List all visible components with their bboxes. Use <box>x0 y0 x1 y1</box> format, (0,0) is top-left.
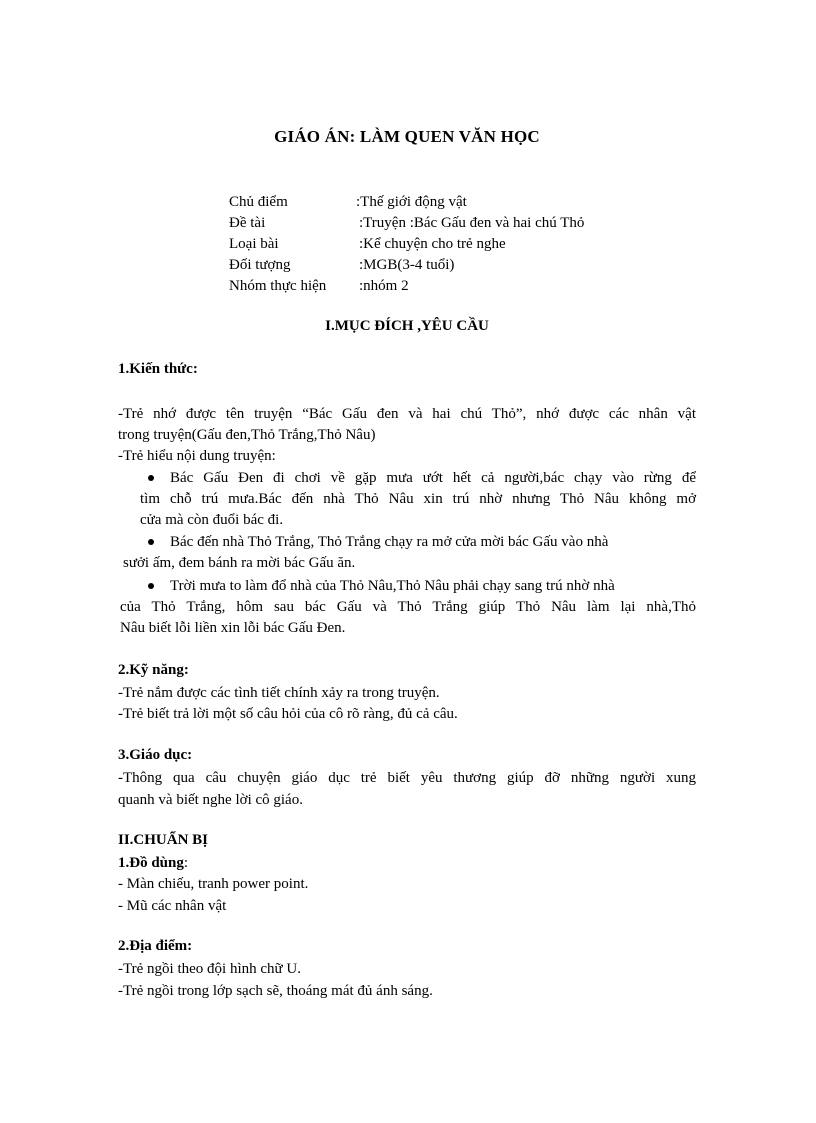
paragraph-line: -Trẻ nhớ được tên truyện “Bác Gấu đen và hai chú Thỏ”, nhớ được các nhân vật <box>118 406 696 422</box>
paragraph-line: -Trẻ ngồi trong lớp sạch sẽ, thoáng mát đủ ánh sáng. <box>118 983 433 999</box>
info-row-lesson-type <box>229 234 649 255</box>
paragraph-line: trong truyện(Gấu đen,Thỏ Trắng,Thỏ Nâu) <box>118 427 376 443</box>
subheading-education: 3.Giáo dục: <box>118 747 193 763</box>
subheading-equipment-row <box>118 853 696 874</box>
paragraph-line: -Thông qua câu chuyện giáo dục trẻ biết yêu thương giúp đỡ những người xung <box>118 770 696 786</box>
info-label: Nhóm thực hiện <box>229 278 327 294</box>
paragraph-line: - Mũ các nhân vật <box>118 898 227 914</box>
subheading-equipment: 1.Đồ dùng <box>118 855 184 871</box>
info-row-audience <box>229 255 649 276</box>
paragraph-line: -Trẻ nắm được các tình tiết chính xảy ra trong truyện. <box>118 685 440 701</box>
subheading-location: 2.Địa điểm: <box>118 938 193 954</box>
subheading-skills: 2.Kỹ năng: <box>118 662 189 678</box>
info-value: :Truyện :Bác Gấu đen và hai chú Thỏ <box>359 215 585 231</box>
bullet-line: cửa mà còn đuổi bác đi. <box>140 512 284 528</box>
section-heading-objectives: I.MỤC ĐÍCH ,YÊU CẦU <box>325 318 489 334</box>
info-value: :nhóm 2 <box>359 278 409 294</box>
info-value: :Kể chuyện cho trẻ nghe <box>359 236 506 252</box>
lesson-info-block <box>229 192 649 297</box>
bullet-dot-icon <box>148 539 154 545</box>
info-row-subject <box>229 213 649 234</box>
heading-colon: : <box>183 855 189 871</box>
info-label: Đề tài <box>229 215 266 231</box>
bullet-line: của Thỏ Trắng, hôm sau bác Gấu và Thỏ Trắng giúp Thỏ Nâu làm lại nhà,Thỏ <box>120 599 696 615</box>
paragraph-line: -Trẻ ngồi theo đội hình chữ U. <box>118 961 301 977</box>
paragraph-line: quanh và biết nghe lời cô giáo. <box>118 792 303 808</box>
info-value: :MGB(3-4 tuổi) <box>359 257 455 273</box>
document-title: GIÁO ÁN: LÀM QUEN VĂN HỌC <box>274 127 540 146</box>
paragraph-line: -Trẻ hiểu nội dung truyện: <box>118 448 276 464</box>
subheading-knowledge: 1.Kiến thức: <box>118 361 198 377</box>
bullet-line: Bác Gấu Đen đi chơi về gặp mưa ướt hết cả người,bác chạy vào rừng để <box>170 470 696 486</box>
section-heading-preparation: II.CHUẨN BỊ <box>118 832 209 848</box>
info-label: Đối tượng <box>229 257 291 273</box>
info-value: :Thế giới động vật <box>356 194 467 210</box>
bullet-line: Bác đến nhà Thỏ Trắng, Thỏ Trắng chạy ra mở cửa mời bác Gấu vào nhà <box>170 534 609 550</box>
info-label: Chủ điểm <box>229 194 288 210</box>
bullet-dot-icon <box>148 475 154 481</box>
paragraph-line: - Màn chiếu, tranh power point. <box>118 876 309 892</box>
paragraph-line: -Trẻ biết trả lời một số câu hỏi của cô rõ ràng, đủ cả câu. <box>118 706 458 722</box>
bullet-line: sưởi ấm, đem bánh ra mời bác Gấu ăn. <box>123 555 356 571</box>
bullet-line: Trời mưa to làm đổ nhà của Thỏ Nâu,Thỏ Nâu phải chạy sang trú nhờ nhà <box>170 578 615 594</box>
document-page <box>118 0 696 1123</box>
info-row-group <box>229 276 649 297</box>
bullet-line: tìm chỗ trú mưa.Bác đến nhà Thỏ Nâu xin trú nhờ nhưng Thỏ Nâu không mở <box>140 491 696 507</box>
bullet-dot-icon <box>148 583 154 589</box>
info-row-topic <box>229 192 649 213</box>
info-label: Loại bài <box>229 236 279 252</box>
bullet-line: Nâu biết lỗi liền xin lỗi bác Gấu Đen. <box>120 620 346 636</box>
